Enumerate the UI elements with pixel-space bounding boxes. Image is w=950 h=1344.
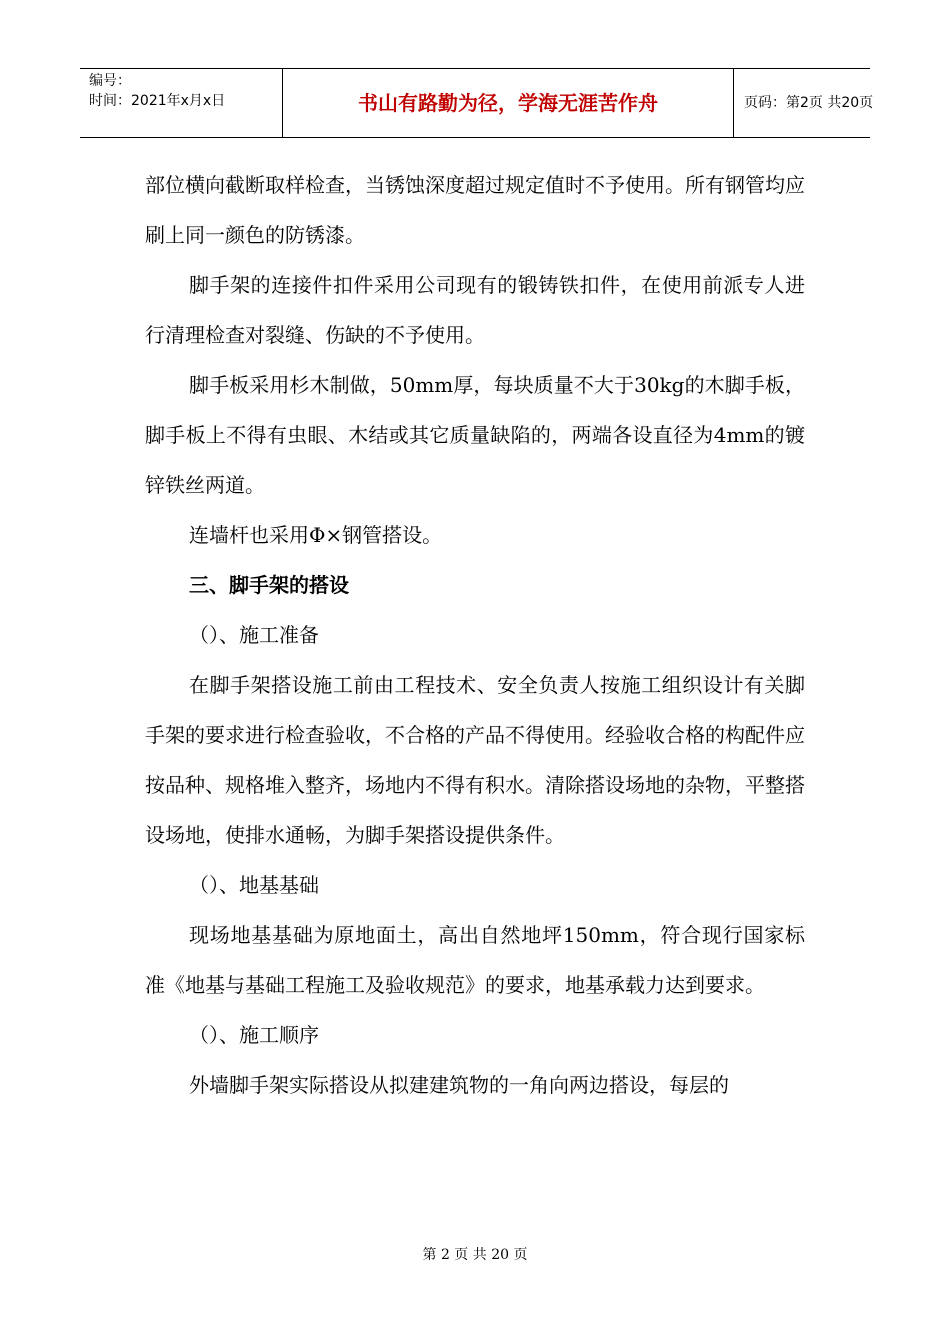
paragraph-rust-check: 部位横向截断取样检查，当锈蚀深度超过规定值时不予使用。所有钢管均应刷上同一颜色的防锈漆。 (145, 173, 805, 247)
subheading-sequence: （）、施工顺序 (189, 1023, 319, 1047)
page-footer: 第 2 页 共 20 页 (422, 1247, 528, 1263)
paragraph-preparation: 在脚手架搭设施工前由工程技术、安全负责人按施工组织设计有关脚手架的要求进行检查验收，不合格的产品不得使用。经验收合格的构配件应按品种、规格堆入整齐，场地内不得有积水。清除搭设场地的杂物，平整搭设场地，使排水通畅，为脚手架搭设提供条件。 (145, 673, 805, 847)
number-label: 编号： (89, 73, 131, 89)
paragraph-fasteners: 脚手架的连接件扣件采用公司现有的锻铸铁扣件，在使用前派专人进行清理检查对裂缝、伤缺的不予使用。 (145, 273, 805, 347)
header-meta (80, 69, 282, 137)
document-body (145, 160, 805, 1110)
section-heading: 三、脚手架的搭设 (189, 573, 349, 597)
paragraph-wall-ties: 连墙杆也采用Φ×钢管搭设。 (189, 523, 443, 547)
header-motto: 书山有路勤为径，学海无涯苦作舟 (282, 69, 734, 137)
header-page-info: 页码：第2页 共20页 (744, 95, 874, 111)
paragraph-scaffold-boards: 脚手板采用杉木制做，50mm厚，每块质量不大于30kg的木脚手板，脚手板上不得有虫眼、木结或其它质量缺陷的，两端各设直径为4mm的镀锌铁丝两道。 (145, 373, 805, 497)
subheading-preparation: （）、施工准备 (189, 623, 319, 647)
time-label: 时间：2021年x月x日 (89, 93, 226, 109)
paragraph-foundation: 现场地基基础为原地面土，高出自然地坪150mm，符合现行国家标准《地基与基础工程施工及验收规范》的要求，地基承载力达到要求。 (145, 923, 805, 997)
page-header (80, 68, 874, 138)
subheading-foundation: （）、地基基础 (189, 873, 319, 897)
paragraph-sequence: 外墙脚手架实际搭设从拟建建筑物的一角向两边搭设，每层的 (189, 1073, 729, 1097)
